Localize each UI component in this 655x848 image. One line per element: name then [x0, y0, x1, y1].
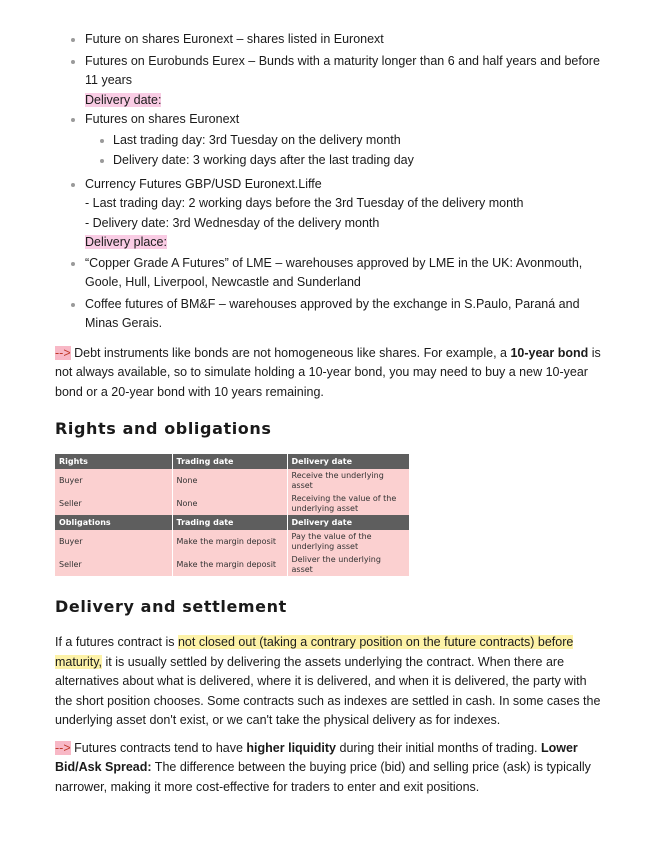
table-cell: Make the margin deposit: [172, 530, 287, 553]
list-item: Futures on Eurobunds Eurex – Bunds with a maturity longer than 6 and half years and before 11 years Delivery date:: [55, 52, 603, 111]
table-header-cell: Rights: [55, 454, 172, 469]
table-cell: Pay the value of the underlying asset: [287, 530, 409, 553]
arrow-marker: -->: [55, 345, 71, 360]
sub-list-item: Last trading day: 3rd Tuesday on the delivery month: [55, 131, 603, 151]
table-cell: Receiving the value of the underlying asset: [287, 492, 409, 515]
table-cell: Seller: [55, 492, 172, 515]
table-header-row: [55, 515, 409, 530]
table-header-cell: Trading date: [172, 454, 287, 469]
section-heading: Rights and obligations: [55, 419, 272, 438]
document-page: [55, 30, 603, 797]
list-item: “Copper Grade A Futures” of LME – warehouses approved by LME in the UK: Avonmouth, Goole, Hull, Liverpool, Newcastle and Sunderland: [55, 254, 603, 293]
table-row: [55, 553, 409, 576]
highlighted-text: not closed out (taking a contrary position on the future contracts) before maturity,: [55, 635, 574, 669]
list-item: Coffee futures of BM&F – warehouses approved by the exchange in S.Paulo, Paraná and Minas Gerais.: [55, 295, 603, 334]
sub-list: [85, 131, 603, 171]
delivery-place-label: Delivery place:: [85, 235, 167, 249]
sub-list-item: Delivery date: 3 working days after the last trading day: [55, 151, 603, 171]
table-header-cell: Delivery date: [287, 515, 409, 530]
table-cell: Receive the underlying asset: [287, 469, 409, 492]
table-header-cell: Delivery date: [287, 454, 409, 469]
bond-paragraph: --> Debt instruments like bonds are not homogeneous like shares. For example, a 10-year bond is not always available, so to simulate holding a 10-year bond, you may need to buy a new 10-year bond or a 20-year bond with 10 years remaining.: [55, 345, 601, 399]
list-item: Future on shares Euronext – shares listed in Euronext: [55, 30, 603, 50]
liquidity-paragraph: --> Futures contracts tend to have higher liquidity during their initial months of trading. Lower Bid/Ask Spread: The difference between the buying price (bid) and selling price (ask) is typically narrower, making it more cost-effective for traders to enter and exit positions.: [55, 740, 591, 794]
delivery-date-label: Delivery date:: [85, 92, 162, 107]
table-cell: Buyer: [55, 530, 172, 553]
table-row: [55, 492, 409, 515]
table-cell: Seller: [55, 553, 172, 576]
table-cell: Make the margin deposit: [172, 553, 287, 576]
table-row: [55, 469, 409, 492]
table-cell: Deliver the underlying asset: [287, 553, 409, 576]
list-item: Futures on shares Euronext Last trading day: 3rd Tuesday on the delivery month Delivery date: 3 working days after the last trading day: [55, 110, 603, 171]
table-header-cell: Obligations: [55, 515, 172, 530]
table-header-cell: Trading date: [172, 515, 287, 530]
table-header-row: [55, 454, 409, 469]
table-cell: None: [172, 492, 287, 515]
rights-obligations-table: [55, 454, 410, 576]
table-row: [55, 530, 409, 553]
list-item: Currency Futures GBP/USD Euronext.Liffe - Last trading day: 2 working days before the 3rd Tuesday of the delivery month - Delivery date: 3rd Wednesday of the delivery month Delivery place:: [55, 175, 603, 253]
section-heading: Delivery and settlement: [55, 597, 287, 616]
delivery-list: [55, 30, 603, 334]
arrow-marker: -->: [55, 740, 71, 755]
table-cell: Buyer: [55, 469, 172, 492]
settlement-paragraph: If a futures contract is not closed out (taking a contrary position on the future contracts) before maturity, it is usually settled by delivering the assets underlying the contract. When there are alternatives about what is delivered, where it is delivered, and when it is delivered, the party with the short position chooses. Some contracts such as indexes are settled in cash. In some cases the underlying asset don't exist, or we can't take the physical delivery as for indexes.: [55, 635, 601, 727]
table-cell: None: [172, 469, 287, 492]
